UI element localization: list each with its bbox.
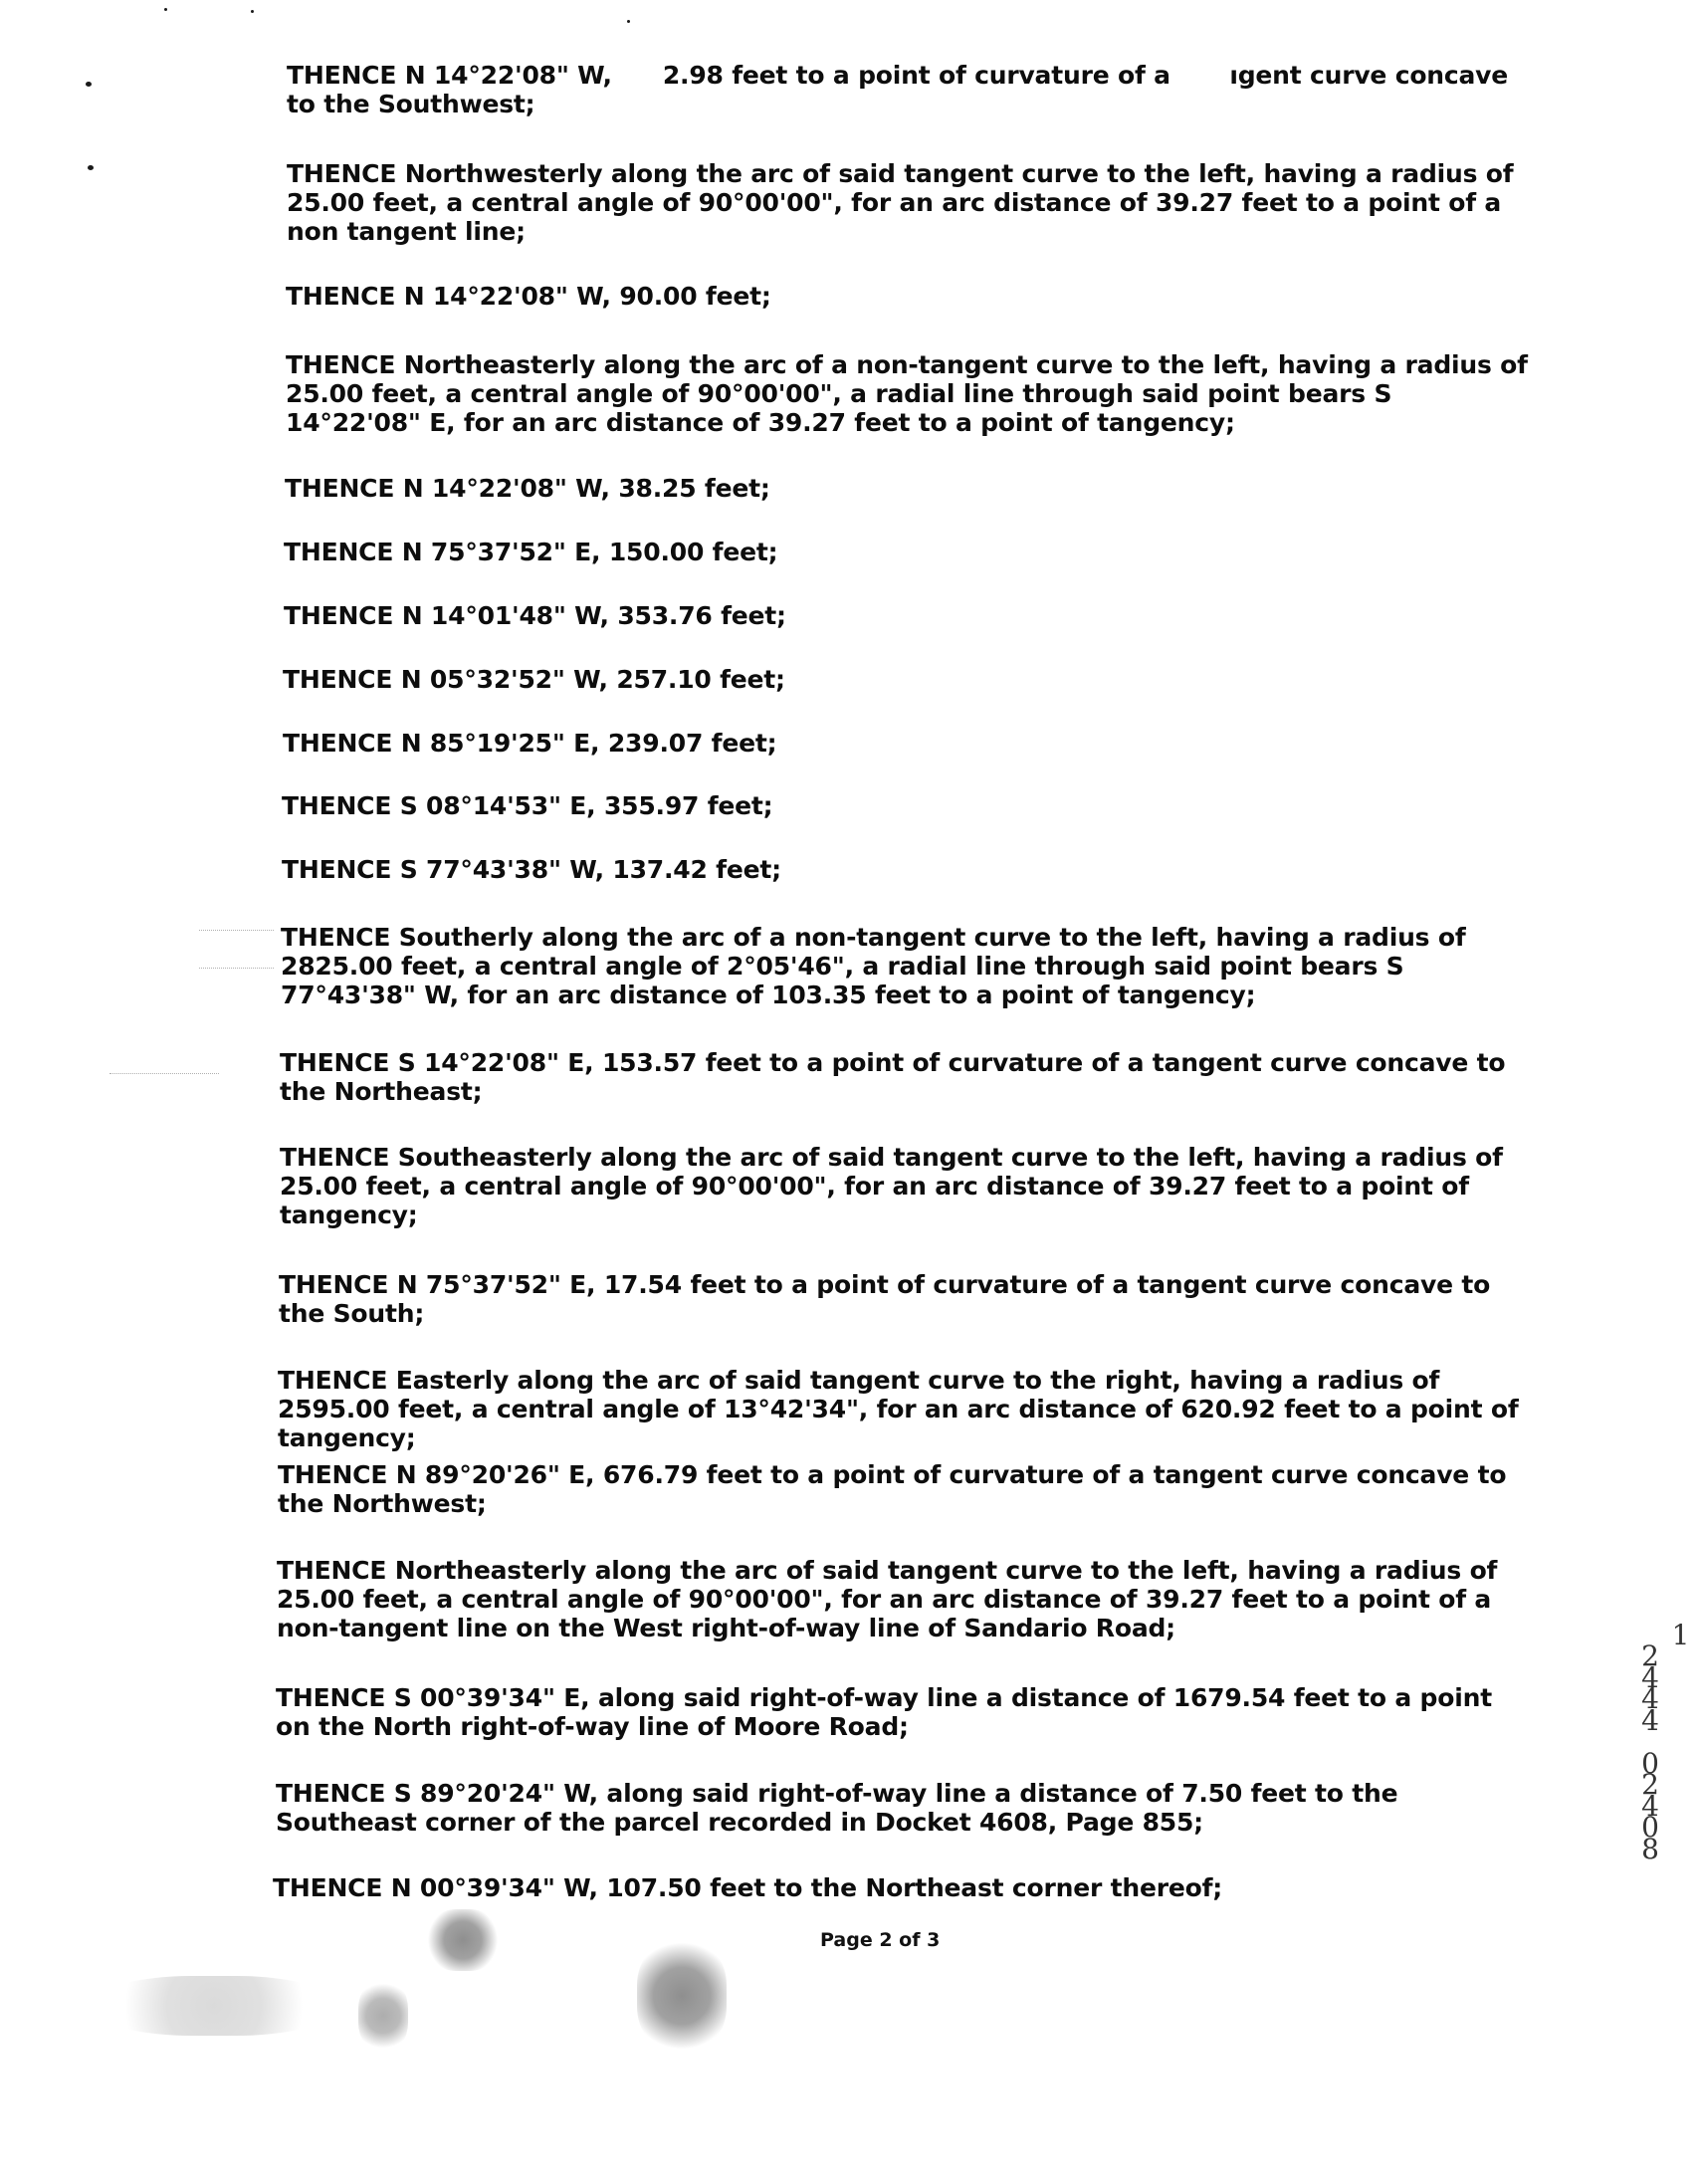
scan-speck bbox=[86, 82, 92, 87]
scan-mark bbox=[199, 930, 274, 931]
boundary-call-7: THENCE N 14°01'48" W, 353.76 feet; bbox=[284, 601, 786, 630]
boundary-call-6: THENCE N 75°37'52" E, 150.00 feet; bbox=[284, 538, 778, 566]
boundary-call-13: THENCE S 14°22'08" E, 153.57 feet to a point of curvature of a tangent curve concave to the Northeast; bbox=[280, 1048, 1514, 1106]
scan-smudge bbox=[100, 1976, 328, 2036]
scan-smudge bbox=[428, 1909, 498, 1971]
boundary-call-15: THENCE N 75°37'52" E, 17.54 feet to a point of curvature of a tangent curve concave to the South; bbox=[279, 1270, 1499, 1328]
side-number-text: 1 2 4 4 4 0 2 4 0 8 bbox=[1641, 1618, 1690, 1865]
scan-mark bbox=[109, 1073, 219, 1074]
document-side-number bbox=[1636, 1603, 1690, 1881]
boundary-call-3: THENCE N 14°22'08" W, 90.00 feet; bbox=[286, 282, 771, 311]
boundary-call-8: THENCE N 05°32'52" W, 257.10 feet; bbox=[283, 665, 785, 694]
boundary-call-1: THENCE N 14°22'08" W, 2.98 feet to a point of curvature of a ıgent curve concave to the Southwest; bbox=[287, 61, 1517, 118]
scan-speck bbox=[251, 10, 254, 13]
scan-speck bbox=[88, 165, 94, 170]
scan-speck bbox=[164, 8, 167, 11]
boundary-call-19: THENCE S 00°39'34" E, along said right-of-way line a distance of 1679.54 feet to a point on the North right-of-way line of Moore Road; bbox=[276, 1683, 1501, 1741]
scan-speck bbox=[627, 20, 630, 23]
boundary-call-11: THENCE S 77°43'38" W, 137.42 feet; bbox=[282, 855, 781, 884]
boundary-call-10: THENCE S 08°14'53" E, 355.97 feet; bbox=[282, 791, 773, 820]
boundary-call-12: THENCE Southerly along the arc of a non-tangent curve to the left, having a radius of 2825.00 feet, a central angle of 2°05'46", a radial line through said point bears S 77°43'38" W, for an arc distance of 103.35 feet to a point of tangency; bbox=[281, 923, 1475, 1009]
boundary-call-2: THENCE Northwesterly along the arc of said tangent curve to the left, having a radius of 25.00 feet, a central angle of 90°00'00", for an arc distance of 39.27 feet to a point of a non tangent line; bbox=[287, 159, 1522, 246]
boundary-call-17: THENCE N 89°20'26" E, 676.79 feet to a point of curvature of a tangent curve concave to the Northwest; bbox=[278, 1460, 1515, 1518]
boundary-call-21: THENCE N 00°39'34" W, 107.50 feet to the Northeast corner thereof; bbox=[273, 1873, 1223, 1902]
scan-smudge bbox=[637, 1941, 727, 2051]
boundary-call-14: THENCE Southeasterly along the arc of said tangent curve to the left, having a radius of 25.00 feet, a central angle of 90°00'00", for an arc distance of 39.27 feet to a point of tangency; bbox=[280, 1143, 1512, 1229]
boundary-call-4: THENCE Northeasterly along the arc of a non-tangent curve to the left, having a radius of 25.00 feet, a central angle of 90°00'00", a radial line through said point bears S 14°22'08" E, for an arc distance of 39.27 feet to a point of tangency; bbox=[286, 350, 1537, 437]
boundary-call-18: THENCE Northeasterly along the arc of said tangent curve to the left, having a radius of 25.00 feet, a central angle of 90°00'00", for an arc distance of 39.27 feet to a point of a non-tangent line on the West right-of-way line of Sandario Road; bbox=[277, 1556, 1506, 1642]
boundary-call-5: THENCE N 14°22'08" W, 38.25 feet; bbox=[285, 474, 770, 503]
boundary-call-20: THENCE S 89°20'24" W, along said right-of-way line a distance of 7.50 feet to the Southeast corner of the parcel recorded in Docket 4608, Page 855; bbox=[276, 1779, 1406, 1837]
boundary-call-16: THENCE Easterly along the arc of said tangent curve to the right, having a radius of 2595.00 feet, a central angle of 13°42'34", for an arc distance of 620.92 feet to a point of tangency; bbox=[278, 1366, 1528, 1452]
boundary-call-9: THENCE N 85°19'25" E, 239.07 feet; bbox=[283, 729, 777, 758]
page-number: Page 2 of 3 bbox=[820, 1929, 941, 1951]
scan-mark bbox=[199, 968, 274, 969]
scan-smudge bbox=[358, 1981, 408, 2051]
